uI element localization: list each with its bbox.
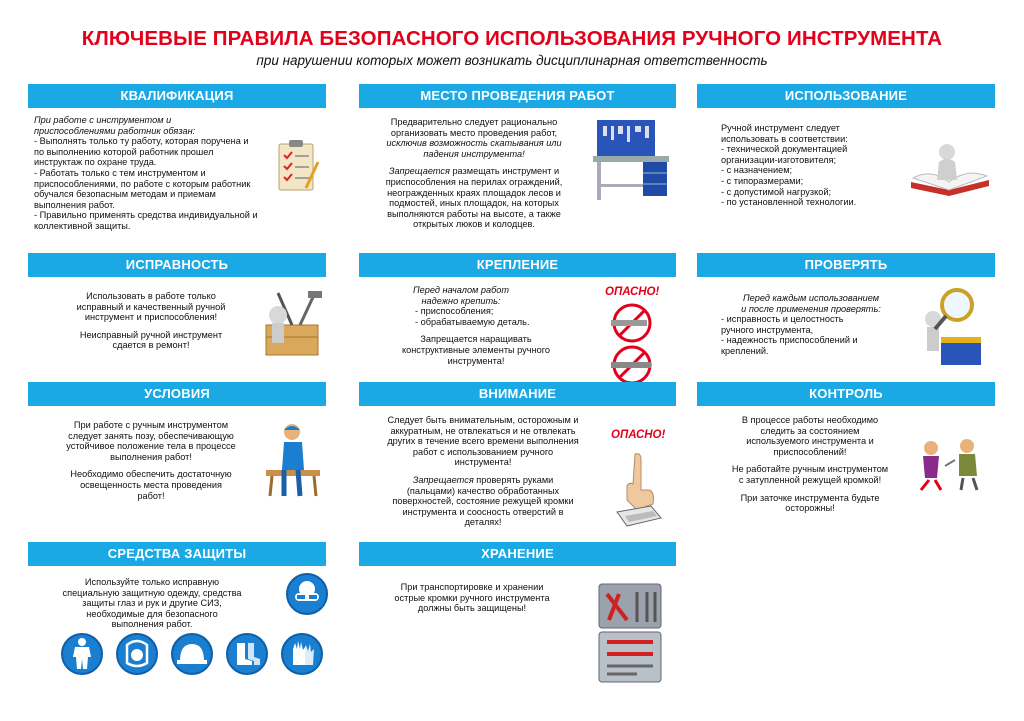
boots-icon	[226, 633, 268, 675]
section-text: Ручной инструмент следует использовать в соответствии: - технической документацией организации-изготовителя; - с назначением; - с типоразмерами; - с допустимой нагрузкой; - по установленной технологии.	[721, 123, 857, 208]
tool-case-icon	[597, 582, 667, 686]
page-title: КЛЮЧЕВЫЕ ПРАВИЛА БЕЗОПАСНОГО ИСПОЛЬЗОВАНИЯ РУЧНОГО ИНСТРУМЕНТА	[81, 27, 943, 50]
section-attention	[359, 382, 676, 528]
section-header: ВНИМАНИЕ	[359, 382, 676, 406]
section-text: Следует быть внимательным, осторожным и аккуратным, не отвлекаться и не отвлекать других в течение всего времени выполнения работ с использованием ручного инструмента! Запрещается проверять руками (пальцами) качество обработанных поверхностей, состояние режущей кромки инструмента и соосность отверстий в деталях!	[387, 415, 579, 528]
prohibited-extension-icon	[605, 303, 659, 387]
section-text: При работе с инструментом и приспособлениями работник обязан: - Выполнять только ту работу, которая поручена и по выполнению которой работник прошел инструктаж по охране труда. - Работать только с тем инструментом и приспособлениями, по работе с которым работник обучался безопасным методам и приемам выполнения работ. - Правильно применять средства индивидуальной и коллективной защиты.	[34, 115, 258, 231]
section-conditions	[28, 382, 326, 501]
section-text: Использовать в работе только исправный и качественный ручной инструмент и приспособления! Неисправный ручной инструмент сдается в ремонт!	[76, 291, 226, 351]
toolbox-icon	[256, 287, 328, 361]
section-header: КОНТРОЛЬ	[697, 382, 995, 406]
section-text: В процессе работы необходимо следить за состоянием используемого инструмента и приспособлений! Не работайте ручным инструментом с затупленной режущей кромкой! При заточке инструмента будьте осторожны!	[731, 415, 889, 514]
section-protection	[28, 542, 326, 630]
section-usage	[697, 84, 995, 208]
section-header: МЕСТО ПРОВЕДЕНИЯ РАБОТ	[359, 84, 676, 108]
gloves-icon	[281, 633, 323, 675]
goggles-icon	[286, 573, 328, 615]
section-text: При транспортировке и хранении острые кромки ручного инструмента должны быть защищены!	[394, 582, 550, 614]
finger-icon	[611, 450, 665, 530]
section-storage	[359, 542, 676, 614]
section-header: СРЕДСТВА ЗАЩИТЫ	[28, 542, 326, 566]
magnifier-icon	[915, 285, 993, 369]
section-text: При работе с ручным инструментом следует занять позу, обеспечивающую устойчивое положение тела в процессе выполнения работ! Необходимо обеспечить достаточную освещенность места проведения работ!	[66, 420, 236, 501]
danger-label: ОПАСНО!	[605, 286, 660, 298]
section-text: Перед началом работ надежно крепить: - приспособления; - обрабатываемую деталь. Запрещается наращивать конструктивные элементы ручного инструмента!	[401, 285, 551, 366]
danger-label: ОПАСНО!	[611, 429, 666, 441]
section-fastening	[359, 253, 676, 366]
section-check	[697, 253, 995, 356]
book-icon	[907, 138, 993, 198]
workbench-icon	[591, 118, 673, 204]
helmet-icon	[171, 633, 213, 675]
section-header: ХРАНЕНИЕ	[359, 542, 676, 566]
figures-icon	[915, 436, 993, 492]
overalls-icon	[61, 633, 103, 675]
section-text: Используйте только исправную специальную защитную одежду, средства защиты глаз и рук и другие СИЗ, необходимые для безопасного выполнения работ.	[62, 577, 242, 630]
face-shield-icon	[116, 633, 158, 675]
section-control	[697, 382, 995, 514]
section-text: Предварительно следует рационально организовать место проведения работ, исключив возможность скатывания или падения инструмента! Запрещается размещать инструмент и приспособления на перилах ограждений, неогражденных краях площадок лесов и подмостей, иных площадок, на которых выполняются работы на высоте, а также открытых люков и колодцев.	[385, 117, 563, 230]
checklist-icon	[276, 138, 320, 194]
section-qualification	[28, 84, 326, 231]
section-header: КРЕПЛЕНИЕ	[359, 253, 676, 277]
section-header: ИСПОЛЬЗОВАНИЕ	[697, 84, 995, 108]
section-header: ПРОВЕРЯТЬ	[697, 253, 995, 277]
section-header: ИСПРАВНОСТЬ	[28, 253, 326, 277]
section-workplace	[359, 84, 676, 230]
page-subtitle: при нарушении которых может возникать дисциплинарная ответственность	[256, 53, 768, 68]
section-header: КВАЛИФИКАЦИЯ	[28, 84, 326, 108]
section-text: Перед каждым использованием и после применения проверять: - исправность и целостность ручного инструмента, - надежность приспособлений и креплений.	[721, 293, 881, 356]
worker-icon	[262, 420, 324, 500]
section-header: УСЛОВИЯ	[28, 382, 326, 406]
section-serviceability	[28, 253, 326, 351]
